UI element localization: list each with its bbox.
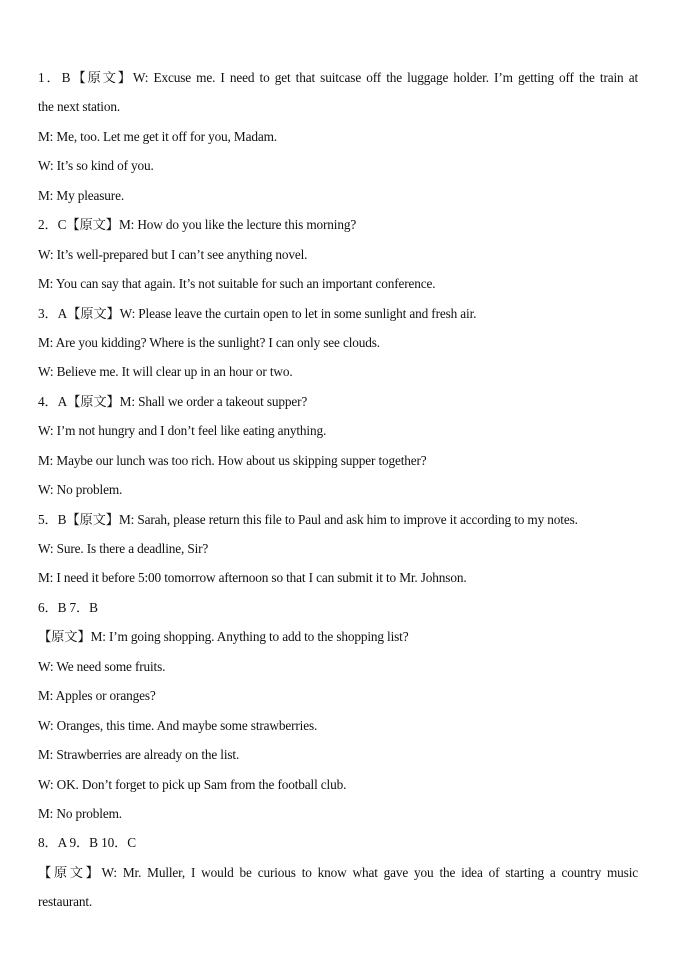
- text-line: 【原文】W: Mr. Muller, I would be curious to know what gave you the idea of starting a country music: [38, 864, 638, 880]
- text-line: M: I need it before 5:00 tomorrow afternoon so that I can submit it to Mr. Johnson.: [38, 570, 467, 586]
- text-line: W: It’s so kind of you.: [38, 158, 154, 174]
- text-line: M: No problem.: [38, 805, 122, 821]
- text-line: W: We need some fruits.: [38, 658, 166, 674]
- listening-transcript: [38, 63, 638, 917]
- text-line: 4．A【原文】M: Shall we order a takeout supper?: [38, 393, 308, 409]
- text-line: W: No problem.: [38, 482, 123, 498]
- text-line: M: Me, too. Let me get it off for you, Madam.: [38, 128, 277, 144]
- text-line: 2．C【原文】M: How do you like the lecture this morning?: [38, 217, 357, 233]
- text-line: W: OK. Don’t forget to pick up Sam from the football club.: [38, 776, 347, 792]
- text-line: 1．B【原文】W: Excuse me. I need to get that suitcase off the luggage holder. I’m getting off the train at: [38, 70, 638, 85]
- text-line: 8．A 9．B 10．C: [38, 835, 136, 851]
- text-line: W: Believe me. It will clear up in an hour or two.: [38, 364, 293, 380]
- text-line: 6．B 7．B: [38, 599, 98, 615]
- text-line: 3．A【原文】W: Please leave the curtain open to let in some sunlight and fresh air.: [38, 305, 477, 321]
- text-line: M: Strawberries are already on the list.: [38, 747, 240, 763]
- text-line: 5．B【原文】M: Sarah, please return this file to Paul and ask him to improve it according to my notes.: [38, 511, 578, 527]
- text-line: M: Apples or oranges?: [38, 688, 156, 704]
- text-line: W: I’m not hungry and I don’t feel like eating anything.: [38, 423, 327, 439]
- text-line: W: Sure. Is there a deadline, Sir?: [38, 541, 209, 556]
- text-line: M: You can say that again. It’s not suitable for such an important conference.: [38, 276, 436, 292]
- text-line: W: It’s well-prepared but I can’t see anything novel.: [38, 246, 308, 262]
- text-line: M: Maybe our lunch was too rich. How about us skipping supper together?: [38, 452, 427, 468]
- text-line: the next station.: [38, 99, 121, 115]
- text-line: W: Oranges, this time. And maybe some strawberries.: [38, 717, 318, 733]
- text-line: 【原文】M: I’m going shopping. Anything to add to the shopping list?: [38, 629, 409, 645]
- text-line: M: My pleasure.: [38, 187, 125, 203]
- text-line: restaurant.: [38, 894, 93, 910]
- text-line: M: Are you kidding? Where is the sunlight? I can only see clouds.: [38, 334, 380, 350]
